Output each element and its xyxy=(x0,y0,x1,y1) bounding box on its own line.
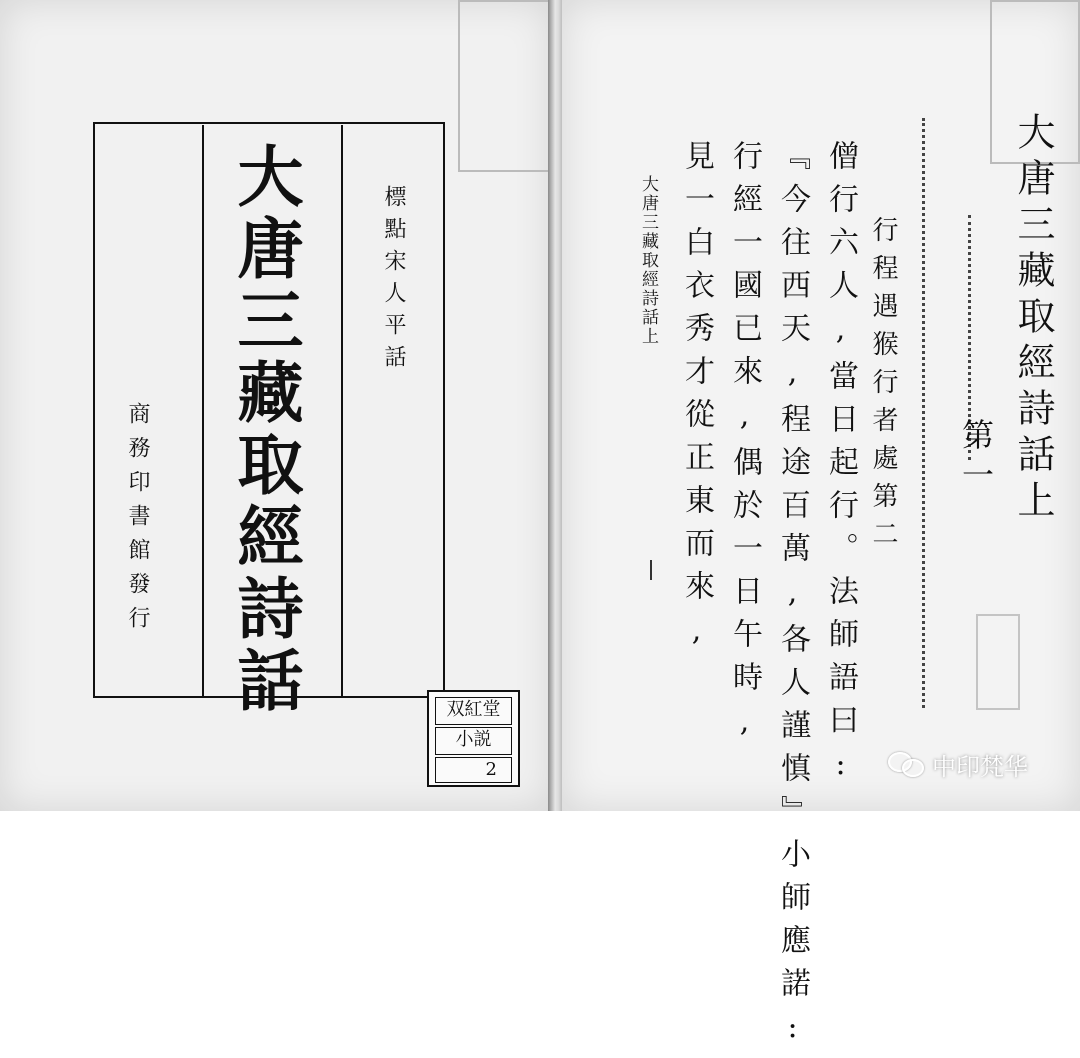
label-row-1: 双紅堂 xyxy=(435,697,512,725)
margin-mark xyxy=(650,560,652,580)
dotted-rule-outer xyxy=(922,118,925,708)
body-column-4: 見一白衣秀才從正東而來, xyxy=(679,140,714,661)
section-heading: 行程遇猴行者處第二 xyxy=(868,216,898,558)
book-subtitle: 標點宋人平話 xyxy=(381,185,406,377)
chapter-book-title: 大唐三藏取經詩話上 xyxy=(1011,112,1055,526)
body-column-3: 行經一國已來,偶於一日午時, xyxy=(727,140,762,752)
body-column-2: 『今往西天,程途百萬,各人謹慎』小師應諾: xyxy=(775,140,810,1058)
collection-label xyxy=(427,690,520,787)
label-row-2: 小説 xyxy=(435,727,512,755)
body-column-1: 僧行六人,當日起行。法師語曰: xyxy=(823,140,858,795)
publisher: 商務印書館發行 xyxy=(125,402,150,640)
chapter-number: 第一 xyxy=(957,418,995,498)
small-seal xyxy=(976,614,1020,710)
library-seal-left xyxy=(458,0,554,172)
wechat-icon xyxy=(888,750,926,778)
watermark-text: 中印梵华 xyxy=(932,752,1028,781)
label-row-3: 2 xyxy=(435,757,512,783)
left-page xyxy=(0,0,552,811)
book-title: 大唐三藏取經詩話 xyxy=(226,142,304,718)
margin-running-title: 大唐三藏取經詩話上 xyxy=(638,175,658,346)
watermark xyxy=(888,748,1028,780)
